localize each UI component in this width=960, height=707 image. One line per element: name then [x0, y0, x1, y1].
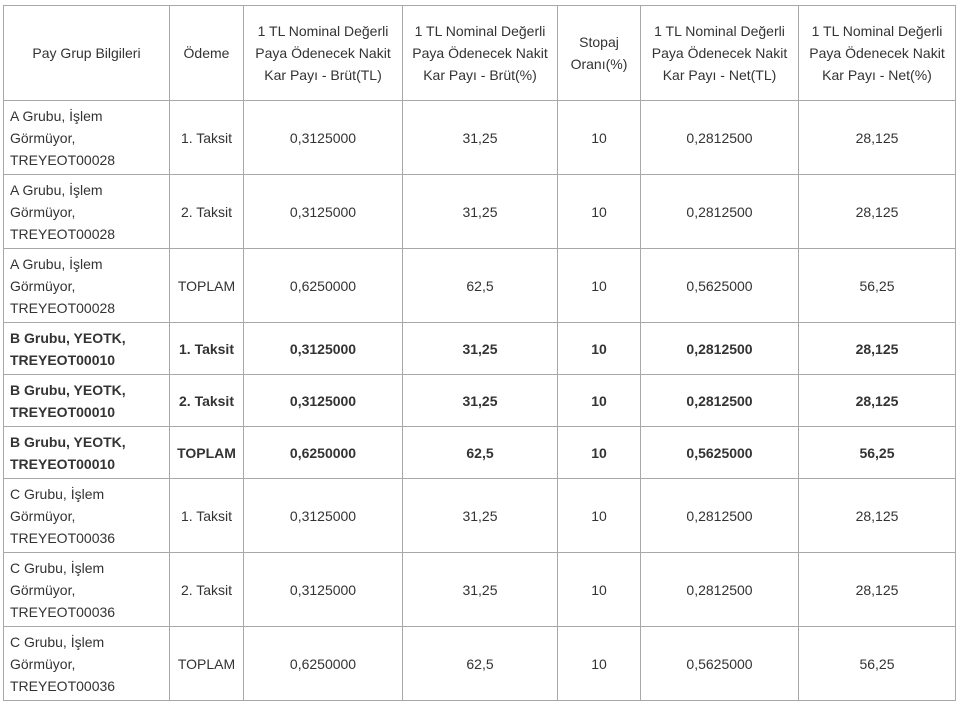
cell-brut-percent: 31,25 [403, 323, 558, 375]
cell-stopaj: 10 [558, 249, 641, 323]
cell-stopaj: 10 [558, 323, 641, 375]
cell-net-tl: 0,2812500 [641, 553, 799, 627]
cell-odeme: 1. Taksit [170, 101, 244, 175]
table-row [4, 175, 956, 249]
table-row [4, 553, 956, 627]
cell-pay-grup: C Grubu, İşlem Görmüyor, TREYEOT00036 [4, 627, 170, 701]
cell-stopaj: 10 [558, 553, 641, 627]
header-brut-tl: 1 TL Nominal Değerli Paya Ödenecek Nakit Kar Payı - Brüt(TL) [244, 6, 403, 101]
cell-net-tl: 0,5625000 [641, 249, 799, 323]
table-row [4, 427, 956, 479]
cell-net-percent: 28,125 [799, 553, 956, 627]
cell-brut-percent: 62,5 [403, 427, 558, 479]
dividend-table [3, 5, 956, 701]
cell-odeme: 1. Taksit [170, 323, 244, 375]
cell-odeme: TOPLAM [170, 249, 244, 323]
header-stopaj: Stopaj Oranı(%) [558, 6, 641, 101]
cell-brut-percent: 31,25 [403, 553, 558, 627]
cell-brut-percent: 62,5 [403, 249, 558, 323]
header-net-percent: 1 TL Nominal Değerli Paya Ödenecek Nakit Kar Payı - Net(%) [799, 6, 956, 101]
cell-brut-percent: 31,25 [403, 101, 558, 175]
cell-net-percent: 56,25 [799, 427, 956, 479]
cell-net-percent: 28,125 [799, 101, 956, 175]
cell-pay-grup: A Grubu, İşlem Görmüyor, TREYEOT00028 [4, 175, 170, 249]
table-row [4, 323, 956, 375]
cell-net-percent: 28,125 [799, 323, 956, 375]
cell-odeme: TOPLAM [170, 427, 244, 479]
cell-net-percent: 28,125 [799, 375, 956, 427]
cell-pay-grup: C Grubu, İşlem Görmüyor, TREYEOT00036 [4, 553, 170, 627]
cell-odeme: TOPLAM [170, 627, 244, 701]
cell-stopaj: 10 [558, 479, 641, 553]
cell-brut-tl: 0,3125000 [244, 375, 403, 427]
cell-brut-tl: 0,6250000 [244, 627, 403, 701]
cell-brut-tl: 0,3125000 [244, 323, 403, 375]
cell-pay-grup: A Grubu, İşlem Görmüyor, TREYEOT00028 [4, 101, 170, 175]
cell-pay-grup: A Grubu, İşlem Görmüyor, TREYEOT00028 [4, 249, 170, 323]
cell-net-percent: 56,25 [799, 249, 956, 323]
cell-stopaj: 10 [558, 175, 641, 249]
cell-brut-tl: 0,3125000 [244, 101, 403, 175]
cell-pay-grup: B Grubu, YEOTK, TREYEOT00010 [4, 323, 170, 375]
cell-brut-percent: 31,25 [403, 175, 558, 249]
table-row [4, 375, 956, 427]
cell-net-tl: 0,2812500 [641, 101, 799, 175]
cell-pay-grup: B Grubu, YEOTK, TREYEOT00010 [4, 375, 170, 427]
cell-brut-percent: 62,5 [403, 627, 558, 701]
table-row [4, 479, 956, 553]
cell-brut-percent: 31,25 [403, 375, 558, 427]
cell-odeme: 2. Taksit [170, 553, 244, 627]
cell-net-tl: 0,2812500 [641, 479, 799, 553]
header-row [4, 6, 956, 101]
table-row [4, 249, 956, 323]
table-row [4, 627, 956, 701]
cell-net-percent: 28,125 [799, 479, 956, 553]
header-pay-grup: Pay Grup Bilgileri [4, 6, 170, 101]
header-brut-percent: 1 TL Nominal Değerli Paya Ödenecek Nakit Kar Payı - Brüt(%) [403, 6, 558, 101]
cell-net-tl: 0,5625000 [641, 427, 799, 479]
cell-net-tl: 0,2812500 [641, 375, 799, 427]
cell-net-tl: 0,2812500 [641, 175, 799, 249]
cell-stopaj: 10 [558, 101, 641, 175]
cell-net-tl: 0,2812500 [641, 323, 799, 375]
cell-brut-tl: 0,6250000 [244, 427, 403, 479]
cell-net-percent: 56,25 [799, 627, 956, 701]
cell-stopaj: 10 [558, 375, 641, 427]
cell-odeme: 2. Taksit [170, 375, 244, 427]
table-row [4, 101, 956, 175]
header-net-tl: 1 TL Nominal Değerli Paya Ödenecek Nakit Kar Payı - Net(TL) [641, 6, 799, 101]
cell-brut-percent: 31,25 [403, 479, 558, 553]
cell-brut-tl: 0,6250000 [244, 249, 403, 323]
cell-odeme: 2. Taksit [170, 175, 244, 249]
cell-stopaj: 10 [558, 427, 641, 479]
header-odeme: Ödeme [170, 6, 244, 101]
cell-brut-tl: 0,3125000 [244, 175, 403, 249]
cell-pay-grup: C Grubu, İşlem Görmüyor, TREYEOT00036 [4, 479, 170, 553]
cell-odeme: 1. Taksit [170, 479, 244, 553]
cell-brut-tl: 0,3125000 [244, 553, 403, 627]
cell-net-tl: 0,5625000 [641, 627, 799, 701]
cell-brut-tl: 0,3125000 [244, 479, 403, 553]
cell-pay-grup: B Grubu, YEOTK, TREYEOT00010 [4, 427, 170, 479]
cell-net-percent: 28,125 [799, 175, 956, 249]
cell-stopaj: 10 [558, 627, 641, 701]
